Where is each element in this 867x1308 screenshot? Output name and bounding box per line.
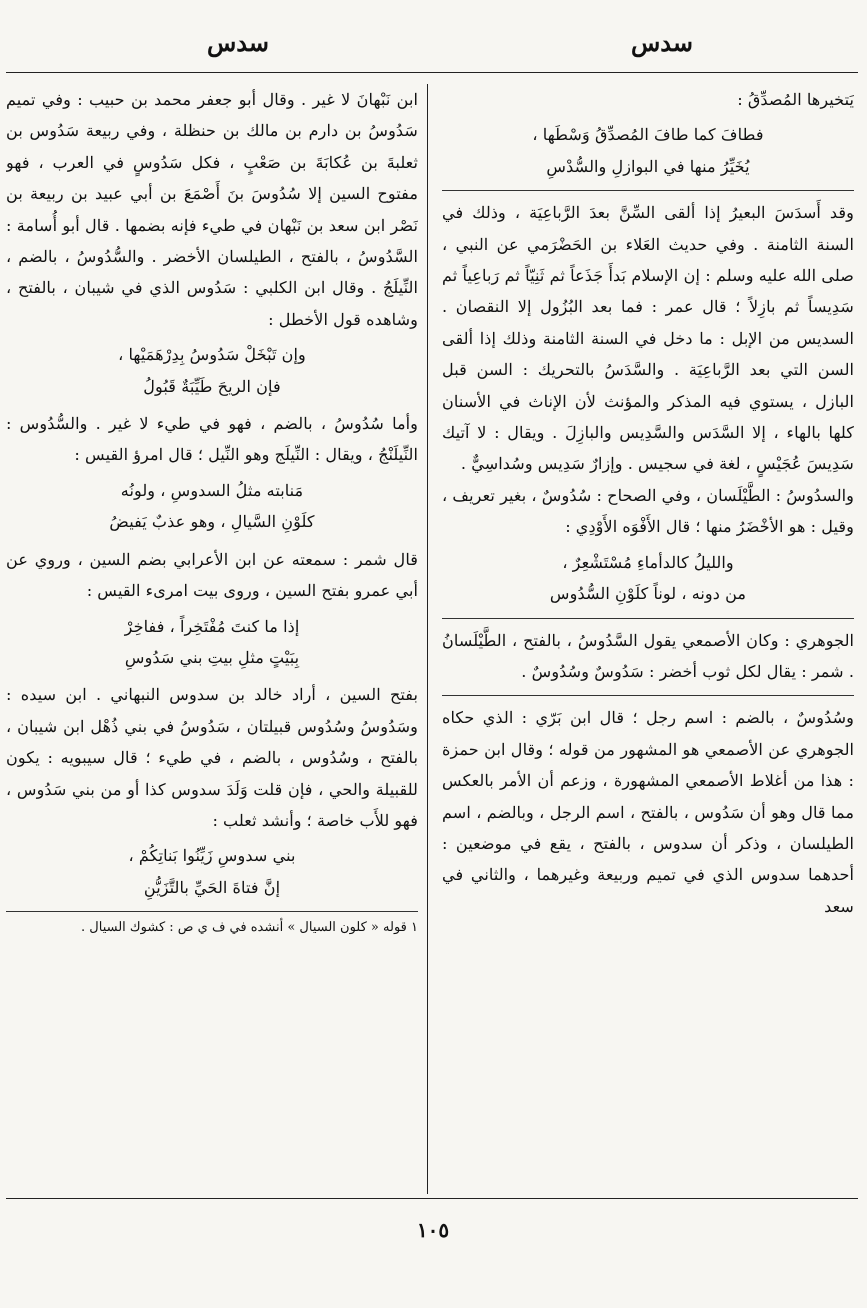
verse-line: فإن الريحَ طَيِّبَةٌ قَبُولُ	[143, 376, 281, 396]
header-word-left: سدس	[206, 28, 269, 57]
verse-line: كلَوْنِ السَّيالِ ، وهو عذبٌ يَفيضُ	[109, 512, 315, 532]
section-divider	[442, 190, 854, 191]
footnote: ١ قوله « كلون السيال » أنشده في ف ي ص : كشوك السيال .	[81, 920, 418, 936]
left-column	[6, 84, 418, 1192]
verse-line: من دونه ، لوناً كلَوْنِ السُّدُوس	[549, 584, 747, 604]
paragraph: والسدُوسُ : الطَّيْلَسان ، وفي الصحاح : سُدُوسٌ ، بغير تعريف ، وقيل : هو الأخْضَرُ منها ؛ قال الأَفْوَه الأَوْدِي :	[442, 485, 854, 537]
verse-line: وإن تَبْخَلْ سَدُوسُ بِدِرْهَمَيْها ،	[118, 345, 306, 365]
column-divider	[427, 84, 428, 1194]
verse	[442, 547, 854, 610]
verse-line: مَنابته مثلُ السدوسِ ، ولونُه	[120, 480, 304, 500]
paragraph: بفتح السين ، أراد خالد بن سدوس النبهاني . ابن سيده : وسَدُوسُ وسُدُوس قبيلتان ، سَدُوسُ في بني ذُهْل ابن شيبان ، بالفتح ، وسُدُوس ، بالضم ، في طيء ؛ قال سيبويه : يكون للقبيلة والحي ، فإن قلت وَلَدَ سدوس كذا أو من بني سَدُوس ، فهو للأَب خاصة ؛ وأنشد ثعلب :	[6, 685, 418, 830]
section-divider	[442, 695, 854, 696]
paragraph: وسُدُوسٌ ، بالضم : اسم رجل ؛ قال ابن بَرّي : الذي حكاه الجوهري عن الأصمعي هو المشهور من قوله ؛ وقال ابن حمزة : هذا من أغلاط الأصمعي المشهورة ، وزعم أن الأمر بالعكس مما قال وهو أن سَدُوس ، بالفتح ، اسم الرجل ، وبالضم ، اسم الطيلسان ، وذكر أن سدوس ، بالفتح ، يقع في موضعين : أحدهما سدوس الذي في تميم وربيعة وغيرهما ، والثاني في سعد	[442, 708, 854, 916]
verse	[6, 611, 418, 674]
top-rule	[6, 72, 858, 73]
verse-line: يُخَيِّرُ منها في البوازلِ والسُّدْسِ	[546, 156, 750, 176]
paragraph: الجوهري : وكان الأصمعي يقول السَّدُوسُ ، بالفتح ، الطَّيْلَسانُ . شمر : يقال لكل ثوب أخضر : سَدُوسٌ وسُدُوسٌ .	[442, 630, 854, 681]
verse-line: بِبَيْتٍ مثلِ بيتِ بني سَدُوسِ	[124, 647, 300, 667]
section-divider	[442, 618, 854, 619]
paragraph: وقد أَسدَسَ البعيرُ إذا ألقى السِّنَّ بعدَ الرَّباعِيَة ، وذلك في السنة الثامنة . وفي حديث العَلاء بن الحَضْرَمي عن النبي ، صلى الله عليه وسلم : إن الإسلام بَدأَ جَذَعاً ثم ثَنِيّاً ثم رَباعِياً ثم سَدِيساً ثم بازِلاً ؛ قال عمر : فما بعد البُزُول إلا النقصان . السديس من الإبل : ما دخل في السنة الثامنة وذلك إذا ألقى السن التي بعد الرَّباعِيَة . والسَّدَسُ بالتحريك : السن قبل البازل ، يستوي فيه المذكر والمؤنث لأن الإناث في الأسنان كلها بالهاء ، إلا السَّدَس والسَّدِيس والبازِلَ . ويقال : لا آتيك سَدِيسَ عُجَيْسٍ ، لغة في سجيس . وإزارٌ سَدِيس وسُداسِيٌّ .	[442, 203, 854, 474]
page-number: ١٠٥	[416, 1218, 450, 1242]
paragraph: وأما سُدُوسُ ، بالضم ، فهو في طيء لا غير . والسُّدُوس : النِّيلَنْجُ ، ويقال : النِّيلَج وهو النِّيل ؛ قال امرؤ القيس :	[6, 414, 418, 465]
paragraph: ابن نَبْهانَ لا غير . وقال أبو جعفر محمد بن حبيب : وفي تميم سَدُوسُ بن دارم بن مالك بن حنظلة ، وفي ربيعة سَدُوس بن ثعلبةَ بن عُكابَةَ بن صَعْبٍ ، فكل سَدُوسٍ في العرب ، فهو مفتوح السين إلا سُدُوسَ بنَ أَصْمَعَ بن أبي عبيد بن ربيعة بن نَصْر ابن سعد بن نَبْهان في طيء فإنه بضمها . قال أبو أُسامة : السَّدُوسُ ، بالفتح ، الطيلسان الأخضر . والسُّدُوسُ ، بالضم ، النِّيلَجُ . وقال ابن الكلبي : سَدُوس الذي في شيبان ، بالفتح ، وشاهده قول الأخطل :	[6, 90, 418, 329]
bottom-rule	[6, 1198, 858, 1199]
verse	[442, 119, 854, 182]
verse	[6, 475, 418, 538]
header-word-right: سدس	[630, 28, 693, 57]
verse-line: إذا ما كنتَ مُفْتَخِراً ، ففاخِرْ	[124, 616, 300, 636]
verse-line: إنَّ فتاةَ الحَيِّ بالتَّزَيُّنِ	[143, 877, 281, 897]
paragraph: يَتخيرها المُصدِّقُ :	[737, 90, 854, 109]
verse	[6, 840, 418, 903]
right-column	[442, 84, 854, 1192]
footnote-divider	[6, 911, 418, 912]
verse	[6, 339, 418, 402]
verse-line: بني سدوسِ زَيِّنُوا بَناتِكُمْ ،	[128, 846, 296, 866]
paragraph: قال شمر : سمعته عن ابن الأعرابي بضم السين ، وروي عن أبي عمرو بفتح السين ، وروى بيت امرىء القيس :	[6, 549, 418, 601]
verse-line: فطافَ كما طافَ المُصدِّقُ وَسْطَها ،	[532, 125, 764, 145]
verse-line: والليلُ كالدأماءِ مُسْتَشْعِرٌ ،	[562, 552, 734, 572]
